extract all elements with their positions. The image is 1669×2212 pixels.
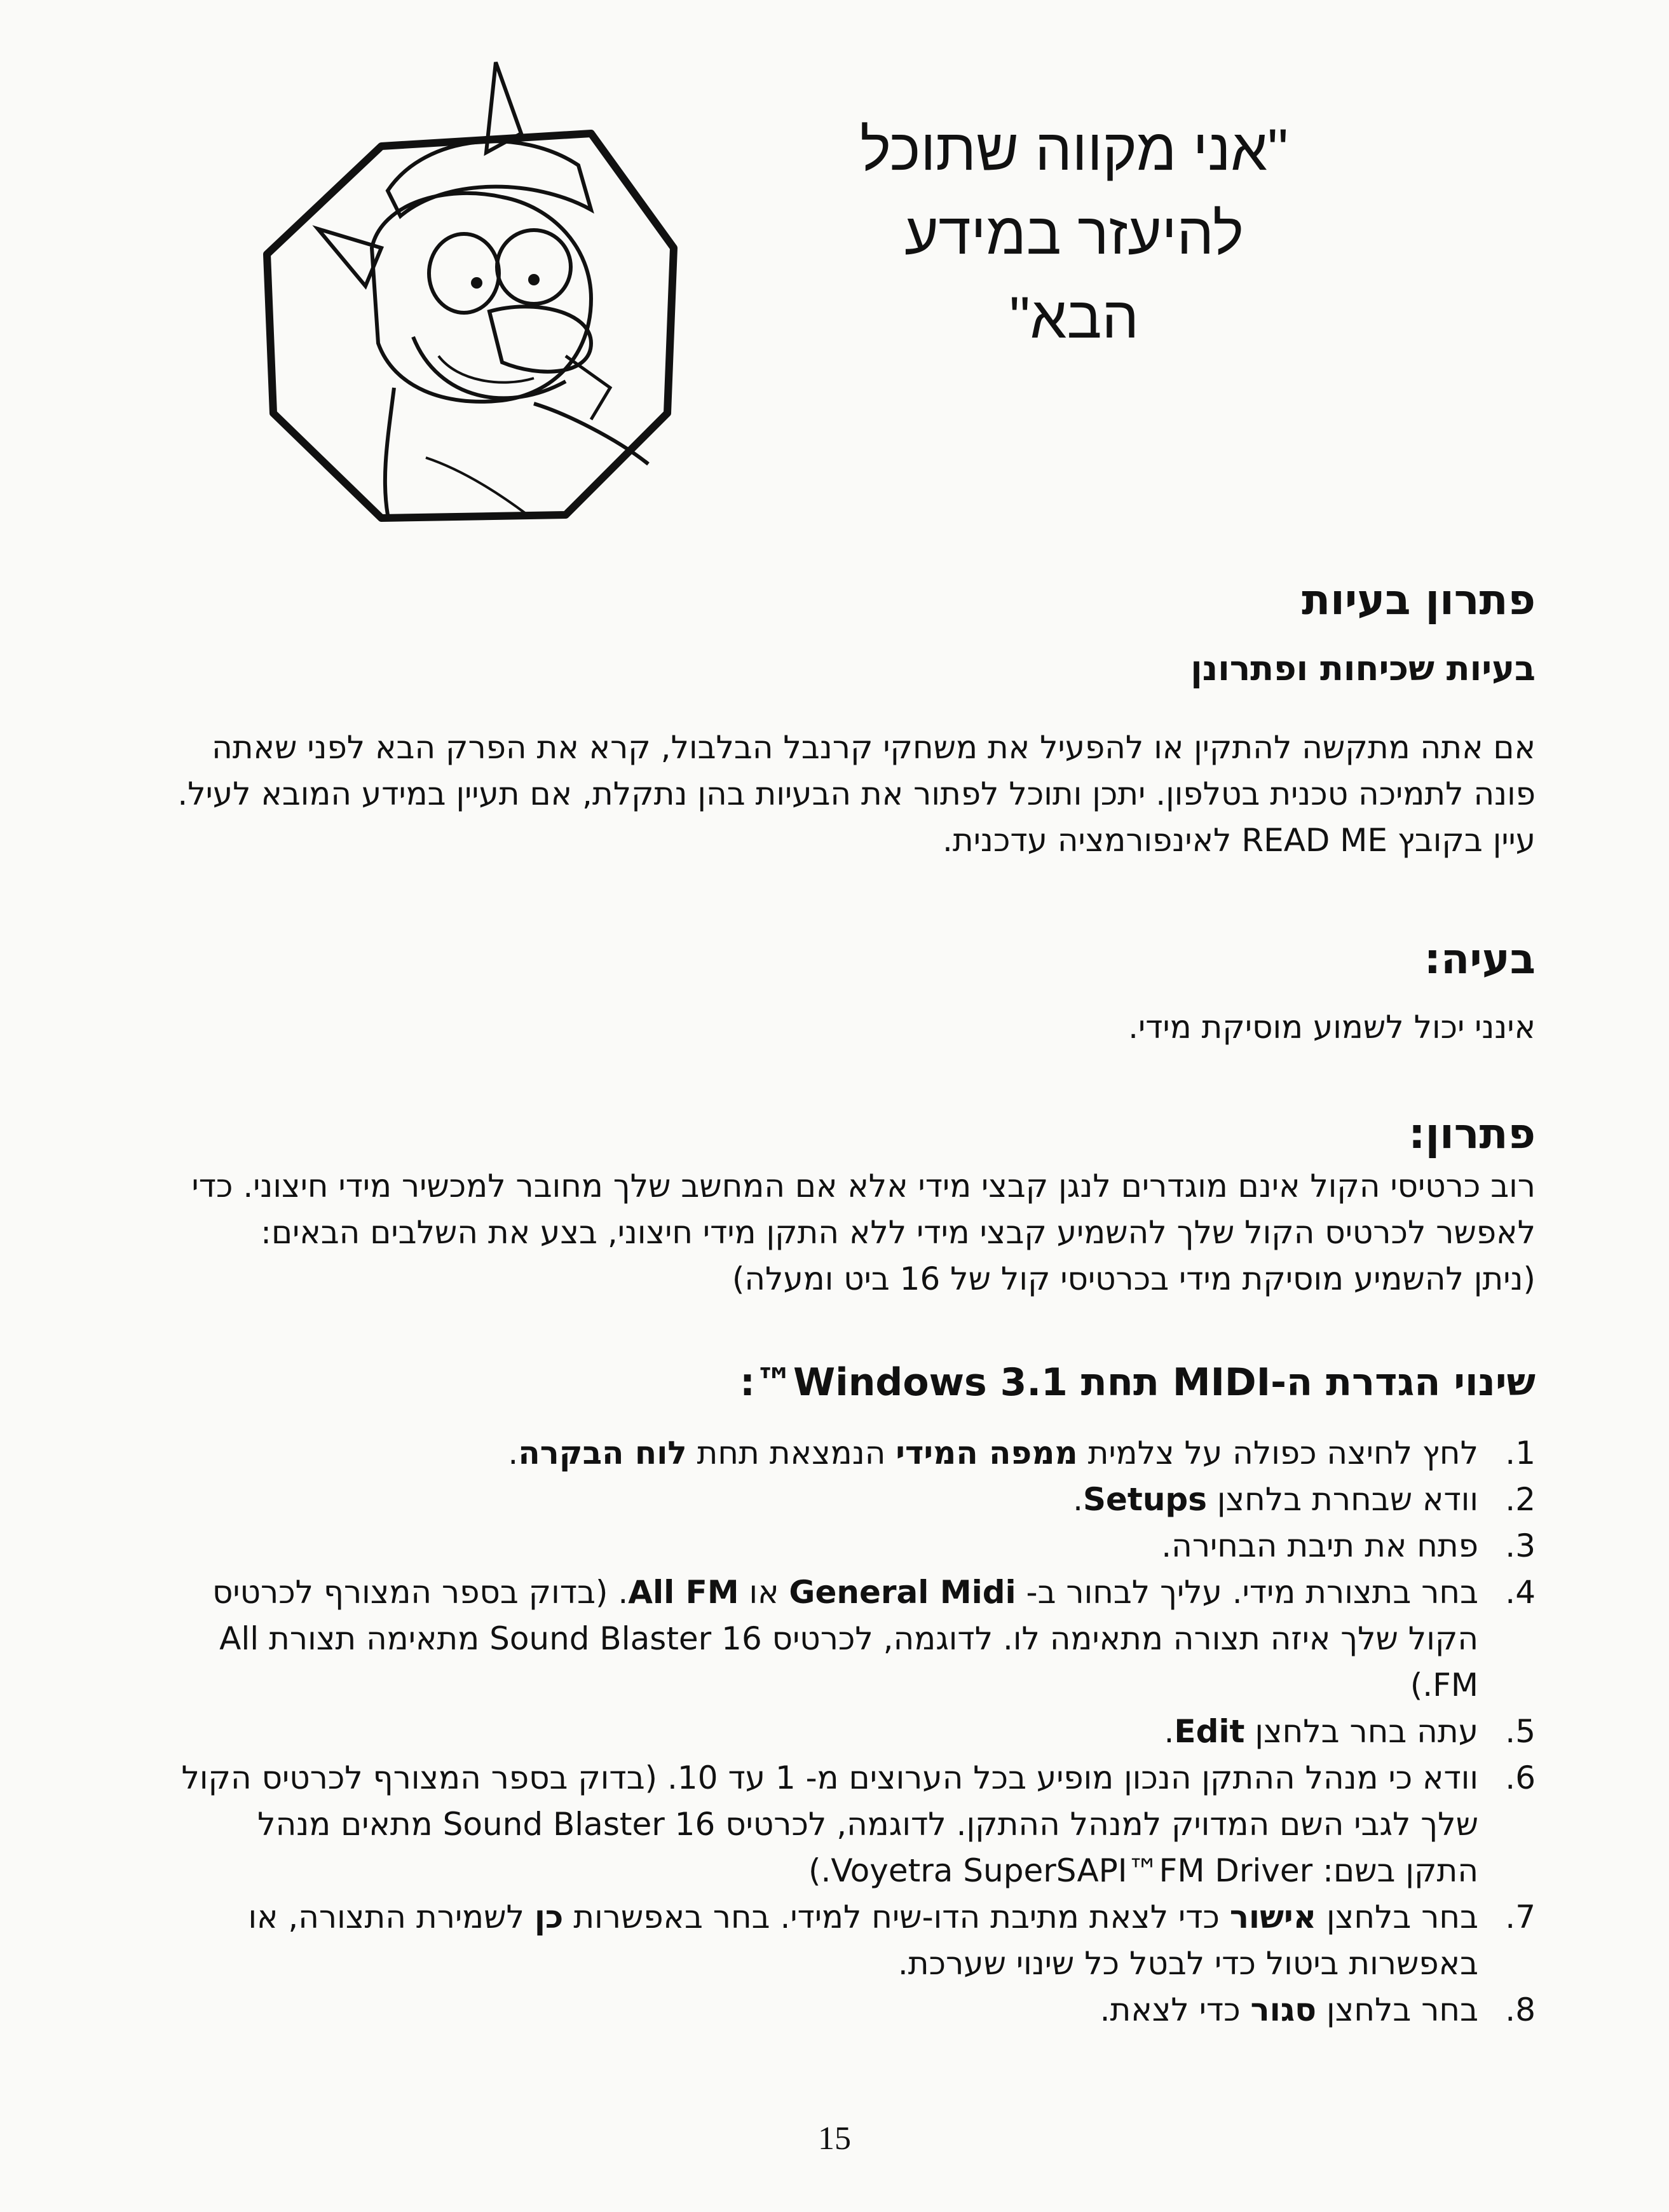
step-text: . (בדוק בספר המצורף לכרטיס הקול שלך איזה תצורה מתאימה לו. לדוגמה, לכרטיס Sound Blaster 16 מתאימה תצורת All FM.) bbox=[212, 1574, 1478, 1703]
step-item bbox=[175, 1709, 1536, 1755]
step-bold: All FM bbox=[628, 1574, 739, 1611]
step-bold: ממפה המידי bbox=[896, 1435, 1078, 1471]
step-number: 8. bbox=[1505, 1991, 1536, 2028]
windows-midi-heading: שינוי הגדרת ה-MIDI תחת Windows 3.1™: bbox=[739, 1360, 1536, 1405]
step-item bbox=[175, 1987, 1536, 2033]
step-text: בחר בלחצן bbox=[1316, 1899, 1478, 1936]
step-number: 5. bbox=[1505, 1713, 1536, 1750]
step-text: וודא שבחרת בלחצן bbox=[1206, 1481, 1478, 1518]
step-text: . bbox=[1164, 1713, 1175, 1750]
step-text: כדי לצאת. bbox=[1100, 1991, 1251, 2028]
step-number: 3. bbox=[1505, 1527, 1536, 1564]
step-text: הנמצאת תחת bbox=[686, 1435, 896, 1471]
problem-text: אינני יכול לשמוע מוסיקת מידי. bbox=[1128, 1009, 1536, 1046]
intro-paragraph: אם אתה מתקשה להתקין או להפעיל את משחקי קרנבל הבלבול, קרא את הפרק הבא לפני שאתה פונה לתמיכה טכנית בטלפון. יתכן ותוכל לפתור את הבעיות בהן נתקלת, אם תעיין במידע המובא לעיל. עיין בקובץ READ ME לאינפורמציה עדכנית. bbox=[177, 729, 1536, 859]
quote-line: הבא" bbox=[1009, 285, 1139, 350]
step-bold: לוח הבקרה bbox=[518, 1435, 687, 1471]
solution-text bbox=[175, 1163, 1536, 1302]
step-text: . bbox=[508, 1435, 519, 1471]
problem-heading: בעיה: bbox=[1424, 934, 1536, 983]
step-text: בחר בלחצן bbox=[1316, 1991, 1478, 2028]
quote-line: "אני מקווה שתוכל bbox=[860, 118, 1288, 182]
step-bold: General Midi bbox=[789, 1574, 1016, 1611]
step-bold: אישור bbox=[1229, 1899, 1317, 1936]
step-number: 1. bbox=[1505, 1435, 1536, 1471]
quote-line: להיעזר במידע bbox=[904, 201, 1244, 266]
step-item bbox=[175, 1477, 1536, 1523]
step-number: 7. bbox=[1505, 1899, 1536, 1936]
character-illustration bbox=[235, 57, 705, 553]
step-item bbox=[175, 1523, 1536, 1569]
section-title: פתרון בעיות bbox=[1302, 575, 1536, 624]
step-item bbox=[175, 1894, 1536, 1987]
page-number: 15 bbox=[818, 2120, 851, 2157]
step-bold: סגור bbox=[1250, 1991, 1317, 2028]
solution-heading: פתרון: bbox=[1408, 1109, 1536, 1158]
step-bold: Setups bbox=[1083, 1481, 1207, 1518]
step-text: פתח את תיבת הבחירה. bbox=[1161, 1527, 1478, 1564]
step-text: כדי לצאת מתיבת הדו-שיח למידי. בחר באפשרות bbox=[563, 1899, 1230, 1936]
step-number: 2. bbox=[1505, 1481, 1536, 1518]
step-text: . bbox=[1073, 1481, 1083, 1518]
step-bold: כן bbox=[534, 1899, 564, 1936]
steps-list bbox=[175, 1430, 1536, 2033]
solution-line: לאפשר לכרטיס הקול שלך להשמיע קבצי מידי ללא התקן מידי חיצוני, בצע את השלבים הבאים: bbox=[261, 1214, 1536, 1251]
step-number: 4. bbox=[1505, 1574, 1536, 1611]
step-item bbox=[175, 1569, 1536, 1709]
step-item bbox=[175, 1430, 1536, 1477]
step-item bbox=[175, 1755, 1536, 1894]
step-text: בחר בתצורת מידי. עליך לבחור ב- bbox=[1016, 1574, 1478, 1611]
step-text: לשמירת התצורה, או באפשרות ביטול כדי לבטל כל שינוי שערכת. bbox=[248, 1899, 1478, 1982]
step-bold: Edit bbox=[1174, 1713, 1245, 1750]
step-text: לחץ לחיצה כפולה על צלמית bbox=[1077, 1435, 1478, 1471]
step-number: 6. bbox=[1505, 1759, 1536, 1796]
step-text: עתה בחר בלחצן bbox=[1244, 1713, 1478, 1750]
step-text: או bbox=[739, 1574, 789, 1611]
solution-line: (ניתן להשמיע מוסיקת מידי בכרטיסי קול של 16 ביט ומעלה) bbox=[732, 1260, 1536, 1297]
solution-line: רוב כרטיסי הקול אינם מוגדרים לנגן קבצי מידי אלא אם המחשב שלך מחובר למכשיר מידי חיצוני. כדי bbox=[191, 1168, 1536, 1205]
section-subtitle: בעיות שכיחות ופתרונן bbox=[1190, 648, 1536, 688]
quote-block bbox=[801, 108, 1347, 360]
step-text: וודא כי מנהל ההתקן הנכון מופיע בכל הערוצים מ- 1 עד 10. (בדוק בספר המצורף לכרטיס הקול שלך לגבי השם המדויק למנהל ההתקן. לדוגמה, לכרטיס Sound Blaster 16 מתאים מנהל התקן בשם: Voyetra SuperSAPI™FM Driver.) bbox=[181, 1759, 1478, 1889]
